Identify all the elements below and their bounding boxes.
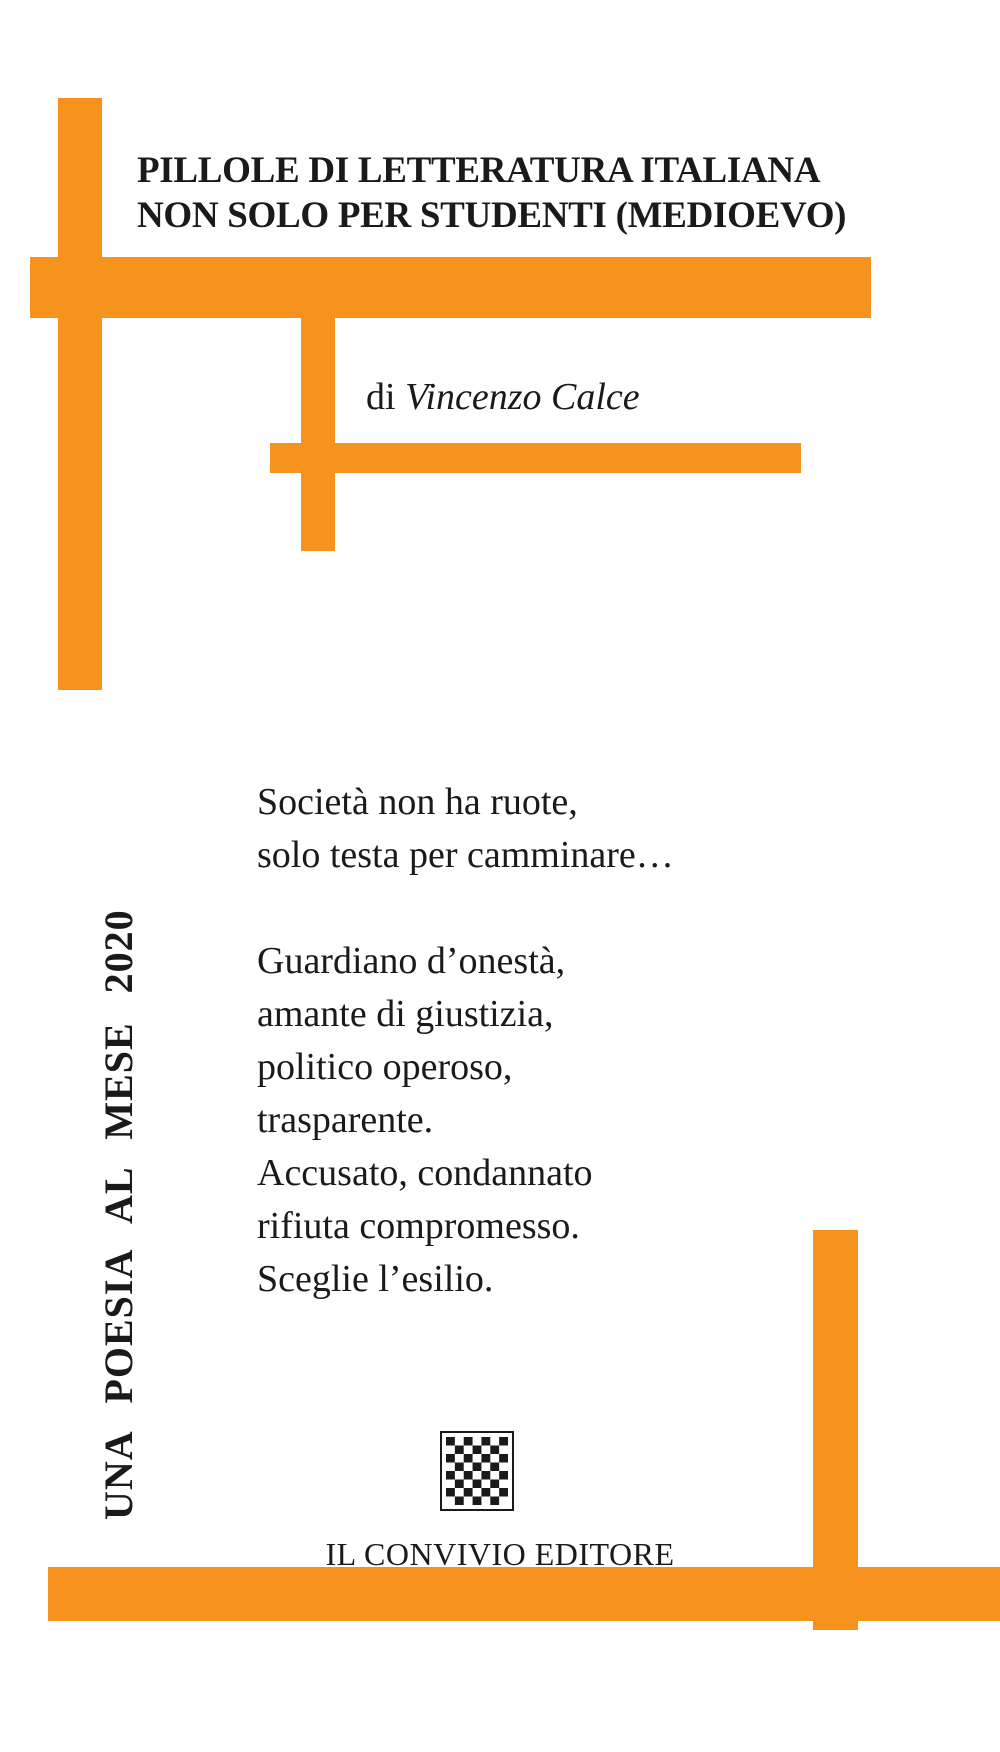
book-title <box>137 148 846 238</box>
series-title: UNA POESIA AL MESE 2020 <box>96 909 141 1520</box>
author-prefix: di <box>366 376 396 418</box>
poem-line: solo testa per camminare… <box>257 834 674 876</box>
orange-horizontal-bar-author <box>270 443 801 473</box>
checkerboard-logo-icon <box>440 1431 514 1511</box>
orange-vertical-bar-middle <box>301 300 335 551</box>
poem <box>257 776 674 1359</box>
publisher-name: IL CONVIVIO EDITORE <box>325 1536 675 1572</box>
poem-line: rifiuta compromesso. <box>257 1205 580 1247</box>
poem-line: politico operoso, <box>257 1046 513 1088</box>
poem-line: Accusato, condannato <box>257 1152 593 1194</box>
book-title-line-1: PILLOLE DI LETTERATURA ITALIANA <box>137 150 821 191</box>
poem-line: amante di giustizia, <box>257 993 554 1035</box>
orange-horizontal-bar-top <box>30 257 871 318</box>
orange-vertical-bar-left <box>58 98 102 690</box>
poem-line: Guardiano d’onestà, <box>257 940 566 982</box>
book-title-line-2: NON SOLO PER STUDENTI (MEDIOEVO) <box>137 195 847 236</box>
author-credit <box>366 375 640 419</box>
poem-line: Società non ha ruote, <box>257 781 578 823</box>
orange-horizontal-bar-bottom <box>48 1567 1000 1621</box>
poem-line: trasparente. <box>257 1099 434 1141</box>
poem-stanza-1 <box>257 776 674 882</box>
author-name: Vincenzo Calce <box>405 376 640 418</box>
poem-line: Sceglie l’esilio. <box>257 1258 494 1300</box>
poem-stanza-2 <box>257 935 674 1306</box>
